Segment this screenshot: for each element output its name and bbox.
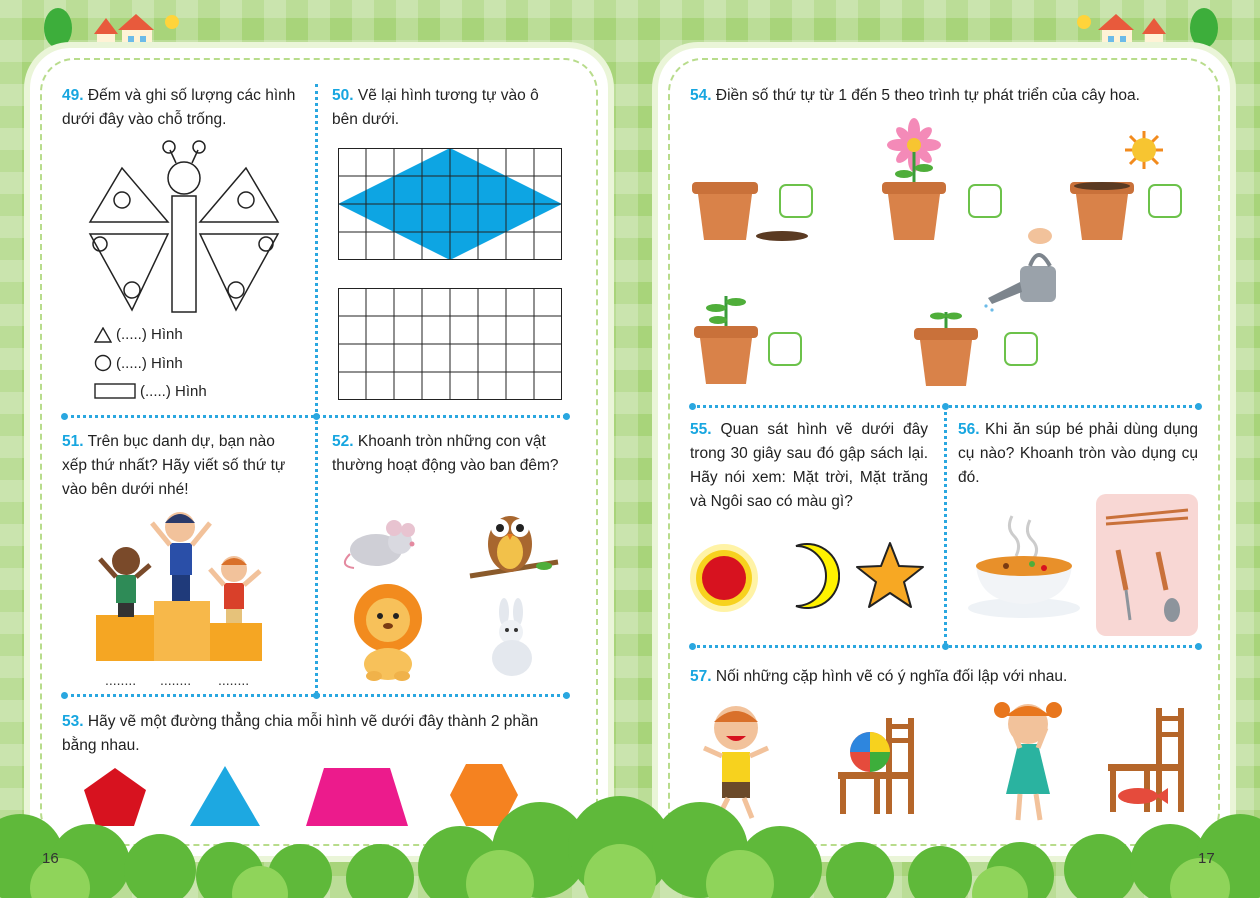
question-54-text: Điền số thứ tự từ 1 đến 5 theo trình tự phát triển của cây hoa.	[715, 87, 1140, 104]
utensils-card-icon[interactable]	[1096, 494, 1198, 636]
rabbit-icon[interactable]	[482, 598, 542, 680]
divider-vertical-left	[315, 84, 318, 694]
divider-dot	[563, 413, 570, 420]
answer-box-4[interactable]	[768, 332, 802, 366]
page-number-right: 17	[1198, 850, 1215, 867]
answer-box-1[interactable]	[779, 184, 813, 218]
question-57-text: Nối những cặp hình vẽ có ý nghĩa đối lập với nhau.	[715, 668, 1068, 685]
divider-dot	[689, 643, 696, 650]
count-rectangle-label[interactable]: (.....) Hình	[140, 382, 207, 400]
count-row-circle	[94, 354, 183, 372]
question-50-text: Vẽ lại hình tương tự vào ô bên dưới.	[332, 87, 539, 128]
lion-icon[interactable]	[346, 582, 432, 682]
question-50	[332, 84, 566, 132]
watering-can-icon	[984, 226, 1066, 312]
divider-dot	[61, 692, 68, 699]
divider-vertical-right	[944, 405, 947, 645]
flower-pot-icon	[880, 118, 952, 244]
question-56-text: Khi ăn súp bé phải dùng dụng cụ nào? Khoanh tròn vào dụng cụ đó.	[958, 421, 1199, 486]
divider-dot	[313, 692, 320, 699]
divider-dot	[61, 413, 68, 420]
star-icon	[854, 540, 926, 612]
question-53-number: 53.	[62, 713, 84, 730]
count-row-rectangle	[94, 382, 207, 400]
butterfly-shapes-figure	[86, 138, 282, 318]
question-52-number: 52.	[332, 433, 354, 450]
question-55-number: 55.	[690, 421, 712, 438]
podium-blank-3[interactable]: ........	[218, 672, 250, 688]
question-57-number: 57.	[690, 668, 712, 685]
divider-dot	[313, 413, 320, 420]
page-number-left: 16	[42, 850, 59, 867]
divider-dot	[942, 643, 949, 650]
sprout-pot-icon	[692, 292, 760, 386]
tree-right-icon	[1186, 8, 1222, 52]
triangle-icon	[94, 327, 112, 343]
question-50-number: 50.	[332, 87, 354, 104]
question-49-text: Đếm và ghi số lượng các hình dưới đây vào chỗ trống.	[62, 87, 296, 128]
count-circle-label[interactable]: (.....) Hình	[116, 354, 183, 372]
question-55	[690, 418, 928, 514]
question-51-number: 51.	[62, 433, 84, 450]
count-triangle-label[interactable]: (.....) Hình	[116, 326, 183, 343]
question-57	[690, 665, 1210, 689]
question-55-text: Quan sát hình vẽ dưới đây trong 30 giây sau đó gập sách lại. Hãy nói xem: Mặt trời, Mặt trăng và Ngôi sao có màu gì?	[690, 421, 928, 510]
answer-box-2[interactable]	[968, 184, 1002, 218]
divider-dot	[1195, 643, 1202, 650]
circle-icon	[94, 354, 112, 372]
tree-left-icon	[40, 8, 76, 52]
question-54-number: 54.	[690, 87, 712, 104]
sun-icon	[1124, 130, 1164, 170]
answer-box-5[interactable]	[1004, 332, 1038, 366]
owl-icon[interactable]	[466, 504, 562, 584]
question-56-number: 56.	[958, 421, 980, 438]
divider-dot	[563, 692, 570, 699]
question-49	[62, 84, 302, 132]
rhombus-grid-example	[338, 148, 562, 260]
question-56	[958, 418, 1198, 490]
rectangle-icon	[94, 382, 136, 400]
seedling-pot-icon	[912, 308, 980, 388]
count-row-triangle	[94, 326, 183, 343]
divider-dot	[1195, 403, 1202, 410]
question-52	[332, 430, 566, 478]
question-51	[62, 430, 304, 502]
podium-kids-illustration	[88, 505, 268, 665]
question-53	[62, 710, 566, 758]
sun-circle-icon	[688, 542, 760, 614]
empty-drawing-grid[interactable]	[338, 288, 562, 400]
divider-dot	[689, 403, 696, 410]
question-54	[690, 84, 1210, 108]
podium-blank-1[interactable]: ........	[105, 672, 137, 688]
bottom-bushes-decoration	[0, 788, 1260, 898]
podium-blank-2[interactable]: ........	[160, 672, 192, 688]
answer-box-3[interactable]	[1148, 184, 1182, 218]
soil-pot-icon	[1068, 178, 1136, 244]
question-49-number: 49.	[62, 87, 84, 104]
question-51-text: Trên bục danh dự, bạn nào xếp thứ nhất? Hãy viết số thứ tự vào bên dưới nhé!	[62, 433, 286, 498]
question-52-text: Khoanh tròn những con vật thường hoạt động vào ban đêm?	[332, 433, 559, 474]
soup-bowl-icon[interactable]	[966, 512, 1082, 620]
moon-icon	[776, 542, 840, 610]
mouse-icon[interactable]	[340, 512, 420, 572]
question-53-text: Hãy vẽ một đường thẳng chia mỗi hình vẽ dưới đây thành 2 phần bằng nhau.	[62, 713, 539, 754]
